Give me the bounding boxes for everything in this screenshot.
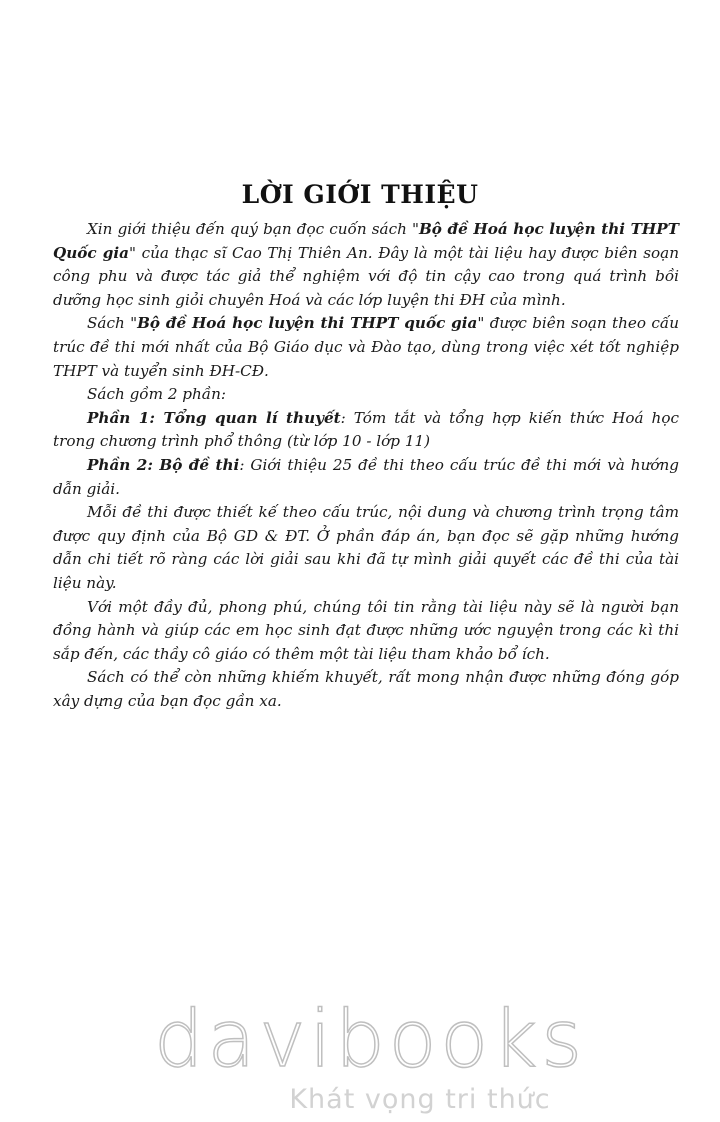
paragraph-2-text-a: Sách " — [87, 314, 138, 333]
paragraph-part-1 — [53, 407, 679, 454]
part-1-heading: Phần 1: Tổng quan lí thuyết — [87, 408, 341, 427]
paragraph-1-text-a: Xin giới thiệu đến quý bạn đọc cuốn sách " — [87, 220, 419, 238]
book-title-bold: Bộ đề Hoá học luyện thi THPT Quốc gia — [53, 220, 679, 262]
watermark — [0, 995, 720, 1115]
paragraph-1-text-b: " của thạc sĩ Cao Thị Thiên An. Đây là một tài liệu hay được biên soạn công phu và được tác giả thể nghiệm với độ tin cậy cao trong quá trình bồi dưỡng học sinh giỏi chuyên Hoá và các lớp luyện thi ĐH của mình. — [53, 243, 679, 309]
watermark-tagline: Khát vọng tri thức — [289, 1084, 551, 1115]
part-2-heading: Phần 2: Bộ đề thi — [87, 455, 240, 474]
part-2-description: : Giới thiệu 25 đề thi theo cấu trúc đề thi mới và hướng dẫn giải. — [53, 455, 680, 498]
paragraph-7: Với một đầy đủ, phong phú, chúng tôi tin rằng tài liệu này sẽ là người bạn đồng hành và giúp các em học sinh đạt được những ước nguyện trong các kì thi sắp đến, các thầy cô giáo có thêm một tài liệu tham khảo bổ ích. — [53, 597, 679, 663]
book-title-bold-2: Bộ đề Hoá học luyện thi THPT quốc gia — [137, 314, 478, 333]
paragraph-1 — [53, 218, 679, 312]
page-title: LỜI GIỚI THIỆU — [241, 180, 479, 209]
watermark-brand: davibooks — [154, 995, 586, 1085]
paragraph-part-2 — [53, 454, 679, 501]
part-1-description: : Tóm tắt và tổng hợp kiến thức Hoá học trong chương trình phổ thông (từ lớp 10 - lớp 11) — [53, 408, 679, 451]
paragraph-2-text-b: " được biên soạn theo cấu trúc đề thi mới nhất của Bộ Giáo dục và Đào tạo, dùng trong việc xét tốt nghiệp THPT và tuyển sinh ĐH-CĐ. — [53, 314, 679, 380]
introduction-body — [53, 218, 679, 713]
paragraph-2 — [53, 312, 679, 383]
paragraph-8: Sách có thể còn những khiếm khuyết, rất mong nhận được những đóng góp xây dựng của bạn đọc gần xa. — [53, 668, 679, 710]
paragraph-6: Mỗi đề thi được thiết kế theo cấu trúc, nội dung và chương trình trọng tâm được quy định của Bộ GD & ĐT. Ở phần đáp án, bạn đọc sẽ gặp những hướng dẫn chi tiết rõ ràng các lời giải sau khi đã tự mình giải quyết các đề thi của tài liệu này. — [53, 503, 679, 592]
paragraph-3: Sách gồm 2 phần: — [87, 385, 227, 404]
